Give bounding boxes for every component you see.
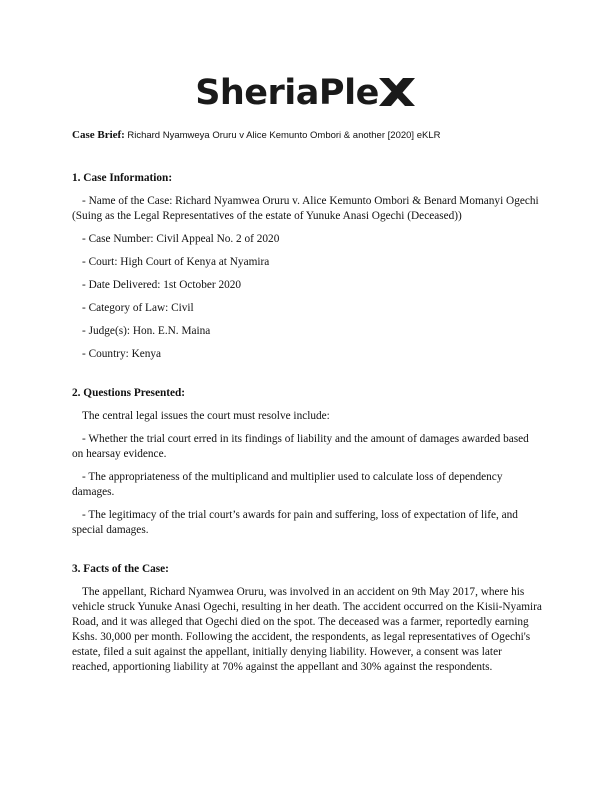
case-brief-line — [72, 129, 440, 141]
section-heading-facts: 3. Facts of the Case: — [72, 563, 169, 575]
document-body — [72, 171, 542, 675]
info-item-category: - Category of Law: Civil — [82, 302, 194, 314]
sheriaplex-logo — [0, 72, 612, 122]
question-item-awards: - The legitimacy of the trial court’s awards for pain and suffering, loss of expectation of life, and special damages. — [72, 509, 518, 536]
section-heading-case-information: 1. Case Information: — [72, 172, 173, 184]
section-heading-questions-presented: 2. Questions Presented: — [72, 387, 186, 399]
info-item-judges: - Judge(s): Hon. E.N. Maina — [82, 325, 211, 337]
info-item-case-number: - Case Number: Civil Appeal No. 2 of 2020 — [82, 233, 280, 245]
case-brief-title: Richard Nyamweya Oruru v Alice Kemunto Ombori & another [2020] eKLR — [127, 130, 441, 141]
info-item-country: - Country: Kenya — [82, 348, 162, 360]
info-item-date-delivered: - Date Delivered: 1st October 2020 — [82, 279, 242, 291]
facts-body: The appellant, Richard Nyamwea Oruru, was involved in an accident on 9th May 2017, where his vehicle struck Yunuke Anasi Ogechi, resulting in her death. The accident occurred on the Kisii-Nyamira Road, and it was alleged that Ogechi died on the spot. The deceased was a farmer, reportedly earning Kshs. 30,000 per month. Following the accident, the respondents, as legal representatives of Ogechi's estate, filed a suit against the appellant, initially denying liability. However, a consent was later reached, apportioning liability at 70% against the appellant and 30% against the respondents. — [72, 586, 542, 673]
logo-wordmark: SheriaPle — [195, 73, 379, 113]
logo-x-mark-icon — [377, 72, 417, 112]
questions-intro: The central legal issues the court must resolve include: — [82, 410, 330, 422]
case-brief-label: Case Brief: — [72, 129, 125, 141]
info-item-case-name: - Name of the Case: Richard Nyamwea Oruru v. Alice Kemunto Ombori & Benard Momanyi Ogechi (Suing as the Legal Representatives of the estate of Yunuke Anasi Ogechi (Deceased)) — [72, 195, 539, 222]
info-item-court: - Court: High Court of Kenya at Nyamira — [82, 256, 270, 268]
question-item-liability: - Whether the trial court erred in its findings of liability and the amount of damages awarded based on hearsay evidence. — [72, 433, 529, 460]
question-item-multiplier: - The appropriateness of the multiplicand and multiplier used to calculate loss of dependency damages. — [72, 471, 503, 498]
